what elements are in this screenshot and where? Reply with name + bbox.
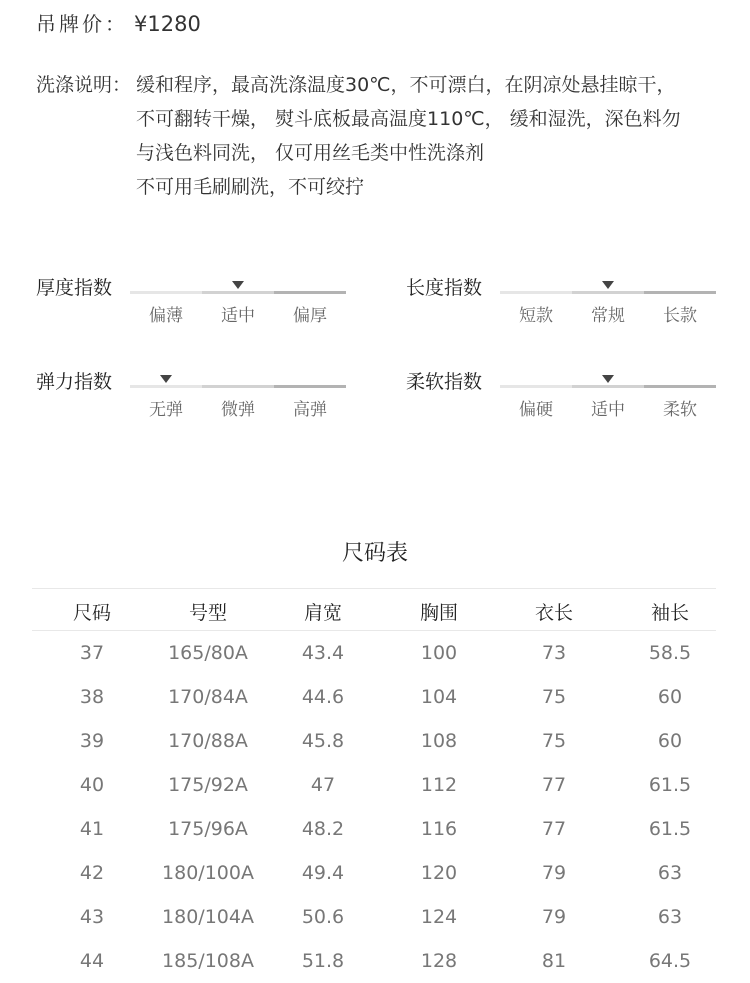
wash-line: 与浅色料同洗， 仅可用丝毛类中性洗涤剂: [136, 142, 485, 164]
table-cell: 41: [79, 818, 105, 840]
thickness-index: [36, 273, 356, 326]
table-cell: 175/96A: [168, 818, 248, 840]
table-cell: 165/80A: [168, 642, 248, 664]
table-cell: 170/88A: [168, 730, 248, 752]
index-marker-icon: [602, 281, 614, 289]
table-cell: 61.5: [648, 818, 692, 840]
wash-line: 缓和程序，最高洗涤温度30℃，不可漂白，在阴凉处悬挂晾干，: [136, 74, 676, 96]
table-cell: 180/100A: [162, 862, 254, 884]
table-cell: 81: [541, 950, 567, 972]
index-option: 适中: [221, 306, 255, 326]
index-option: 常规: [591, 306, 625, 326]
table-cell: 75: [541, 730, 567, 752]
index-option: 无弹: [149, 400, 183, 420]
table-cell: 116: [420, 818, 458, 840]
column-header: 尺码: [72, 601, 111, 624]
index-option: 偏硬: [519, 400, 553, 420]
table-cell: 73: [541, 642, 567, 664]
index-title: 弹力指数: [36, 371, 113, 393]
column-header: 号型: [188, 601, 227, 624]
price-label: 吊牌价：: [36, 12, 128, 36]
table-cell: 63: [657, 906, 683, 928]
table-cell: 47: [310, 774, 336, 796]
table-row: [32, 895, 728, 939]
index-scale-bar: [500, 385, 716, 388]
table-cell: 77: [541, 774, 567, 796]
table-cell: 128: [420, 950, 458, 972]
index-option: 偏薄: [149, 306, 183, 326]
wash-line: 不可翻转干燥， 熨斗底板最高温度110℃， 缓和湿洗，深色料勿: [136, 108, 681, 130]
table-cell: 58.5: [648, 642, 692, 664]
elasticity-index: [36, 367, 356, 420]
table-cell: 38: [79, 686, 105, 708]
table-cell: 180/104A: [162, 906, 254, 928]
table-cell: 175/92A: [168, 774, 248, 796]
table-cell: 170/84A: [168, 686, 248, 708]
table-cell: 79: [541, 862, 567, 884]
table-cell: 43.4: [301, 642, 345, 664]
index-title: 长度指数: [406, 277, 483, 299]
table-row: [32, 631, 728, 675]
column-header: 袖长: [650, 601, 689, 624]
size-table-title: 尺码表: [341, 541, 408, 566]
table-cell: 185/108A: [162, 950, 254, 972]
table-cell: 42: [79, 862, 105, 884]
table-cell: 50.6: [301, 906, 345, 928]
table-header-row: [32, 591, 728, 631]
table-cell: 61.5: [648, 774, 692, 796]
table-cell: 79: [541, 906, 567, 928]
table-cell: 44: [79, 950, 105, 972]
table-cell: 60: [657, 730, 683, 752]
price-row: [36, 8, 201, 37]
size-table: [32, 591, 728, 983]
table-cell: 100: [420, 642, 458, 664]
length-index: [406, 273, 726, 326]
table-cell: 77: [541, 818, 567, 840]
index-option: 柔软: [663, 400, 697, 420]
index-marker-icon: [602, 375, 614, 383]
table-cell: 120: [420, 862, 458, 884]
table-top-divider: [32, 588, 716, 589]
column-header: 肩宽: [303, 601, 342, 624]
softness-index: [406, 367, 726, 420]
table-cell: 108: [420, 730, 458, 752]
table-row: [32, 851, 728, 895]
index-title: 厚度指数: [36, 277, 113, 299]
table-row: [32, 763, 728, 807]
wash-label: 洗涤说明：: [36, 74, 132, 96]
table-cell: 112: [420, 774, 458, 796]
table-cell: 44.6: [301, 686, 345, 708]
index-title: 柔软指数: [406, 371, 483, 393]
table-row: [32, 675, 728, 719]
table-cell: 43: [79, 906, 105, 928]
table-row: [32, 719, 728, 763]
index-scale-bar: [500, 291, 716, 294]
price-value: ¥1280: [134, 12, 201, 36]
index-scale-bar: [130, 291, 346, 294]
table-row: [32, 939, 728, 983]
index-option: 高弹: [293, 400, 327, 420]
table-cell: 40: [79, 774, 105, 796]
table-cell: 124: [420, 906, 458, 928]
column-header: 衣长: [534, 601, 573, 624]
table-cell: 39: [79, 730, 105, 752]
table-cell: 48.2: [301, 818, 345, 840]
table-cell: 45.8: [301, 730, 345, 752]
table-cell: 64.5: [648, 950, 692, 972]
index-option: 长款: [663, 306, 697, 326]
index-option: 适中: [591, 400, 625, 420]
table-cell: 51.8: [301, 950, 345, 972]
table-cell: 63: [657, 862, 683, 884]
table-cell: 75: [541, 686, 567, 708]
index-option: 短款: [519, 306, 553, 326]
table-cell: 37: [79, 642, 105, 664]
table-row: [32, 807, 728, 851]
table-cell: 60: [657, 686, 683, 708]
index-option: 偏厚: [293, 306, 327, 326]
column-header: 胸围: [419, 601, 458, 624]
index-marker-icon: [232, 281, 244, 289]
table-cell: 104: [420, 686, 458, 708]
index-scale-bar: [130, 385, 346, 388]
wash-line: 不可用毛刷刷洗，不可绞拧: [136, 176, 365, 198]
table-cell: 49.4: [301, 862, 345, 884]
index-marker-icon: [160, 375, 172, 383]
index-option: 微弹: [221, 400, 255, 420]
